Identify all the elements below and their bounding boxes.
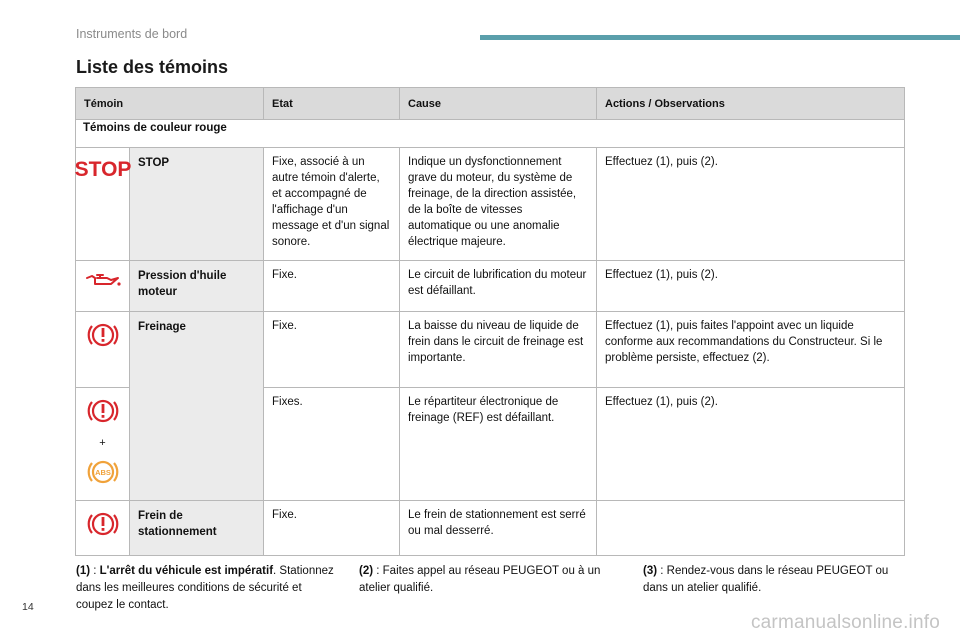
etat-cell: Fixe.: [264, 261, 400, 312]
cause-cell: Le frein de stationnement est serré ou mal desserré.: [400, 501, 597, 556]
watermark: carmanualsonline.info: [750, 612, 940, 633]
temoin-name: STOP: [130, 148, 264, 261]
table-row: [76, 148, 905, 261]
temoin-name: Frein de stationnement: [130, 501, 264, 556]
etat-cell: Fixe.: [264, 312, 400, 388]
stop-icon: [74, 156, 131, 181]
footnote-2: [359, 563, 627, 597]
plus-sign: +: [99, 437, 106, 449]
etat-cell: Fixes.: [264, 388, 400, 501]
icon-cell: [76, 312, 130, 388]
section-row: [76, 120, 905, 148]
actions-cell: Effectuez (1), puis faites l'appoint avec un liquide conforme aux recommandations du Constructeur. Si le problème persiste, effectuez (2).: [597, 312, 905, 388]
footnote-1-text: . Stationnez dans les meilleures conditions de sécurité et coupez le contact.: [76, 565, 334, 611]
svg-text:STOP: STOP: [74, 158, 131, 181]
actions-cell: Effectuez (1), puis (2).: [597, 261, 905, 312]
cause-cell: La baisse du niveau de liquide de frein dans le circuit de freinage est importante.: [400, 312, 597, 388]
cause-cell: Le répartiteur électronique de freinage (REF) est défaillant.: [400, 388, 597, 501]
running-header: Instruments de bord: [76, 27, 188, 41]
footnote-2-text: : Faites appel au réseau PEUGEOT ou à un atelier qualifié.: [359, 565, 601, 594]
actions-cell: Effectuez (1), puis (2).: [597, 148, 905, 261]
cause-cell: Le circuit de lubrification du moteur est défaillant.: [400, 261, 597, 312]
temoin-name: Pression d'huile moteur: [130, 261, 264, 312]
temoin-name: Freinage: [130, 312, 264, 501]
footnote-3: [643, 563, 905, 597]
oil-can-icon: [83, 269, 123, 291]
parking-brake-icon: [86, 509, 120, 539]
abs-icon: [86, 457, 120, 487]
col-temoin: Témoin: [76, 88, 264, 120]
icon-cell: [76, 388, 130, 501]
warning-lights-table: [75, 87, 905, 556]
etat-cell: Fixe, associé à un autre témoin d'alerte, et accompagné de l'affichage d'un message et d'un signal sonore.: [264, 148, 400, 261]
actions-cell: [597, 501, 905, 556]
col-cause: Cause: [400, 88, 597, 120]
footnote-2-ref: (2): [359, 565, 374, 577]
footnote-1-ref: (1): [76, 565, 91, 577]
footnote-1-bold: L'arrêt du véhicule est impératif: [99, 565, 274, 577]
footnote-3-ref: (3): [643, 565, 658, 577]
icon-cell: [76, 501, 130, 556]
actions-cell: Effectuez (1), puis (2).: [597, 388, 905, 501]
page-number: 14: [22, 601, 34, 613]
footnote-1-sep: :: [90, 565, 100, 577]
header-accent-bar: [480, 35, 960, 40]
section-title: Témoins de couleur rouge: [76, 120, 905, 148]
svg-text:ABS: ABS: [94, 468, 111, 477]
page-title: Liste des témoins: [76, 57, 229, 77]
table-row: [76, 312, 905, 388]
table-header-row: [76, 88, 905, 120]
brake-warning-icon: [86, 396, 120, 426]
footnote-3-text: : Rendez-vous dans le réseau PEUGEOT ou dans un atelier qualifié.: [643, 565, 889, 594]
etat-cell: Fixe.: [264, 501, 400, 556]
icon-cell: [76, 148, 130, 261]
table-row: [76, 261, 905, 312]
footnote-1: [76, 563, 338, 614]
brake-warning-icon: [86, 320, 120, 350]
icon-cell: [76, 261, 130, 312]
cause-cell: Indique un dysfonctionnement grave du moteur, du système de freinage, de la direction assistée, de la boîte de vitesses automatique ou une anomalie électrique majeure.: [400, 148, 597, 261]
col-actions: Actions / Observations: [597, 88, 905, 120]
col-etat: Etat: [264, 88, 400, 120]
table-row: [76, 501, 905, 556]
